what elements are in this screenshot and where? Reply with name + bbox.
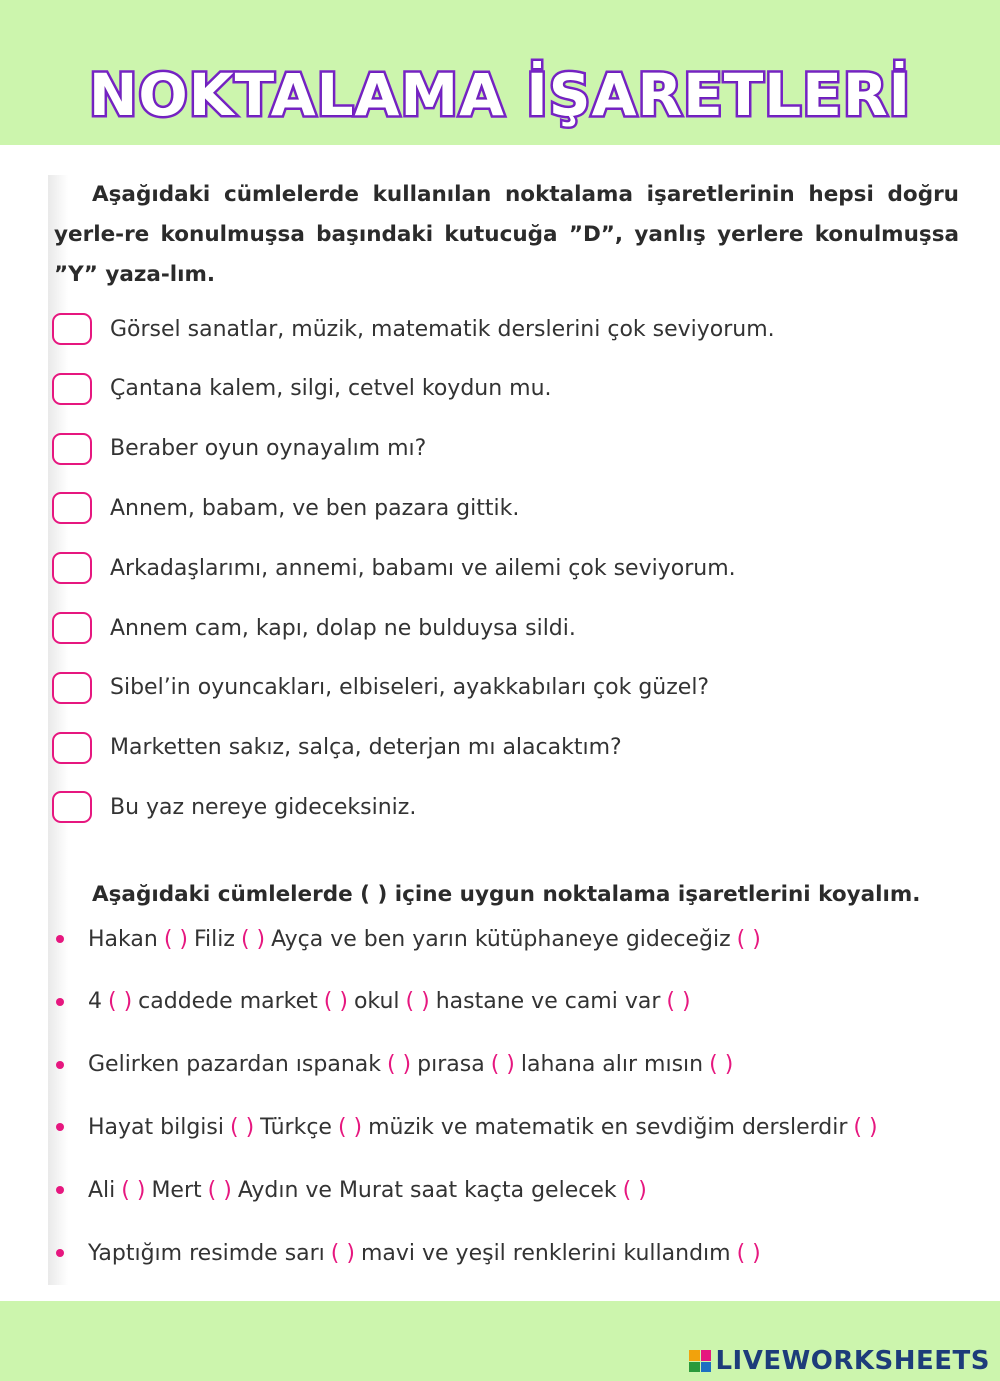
- true-false-item: [52, 787, 416, 827]
- punctuation-slot[interactable]: ( ): [240, 926, 266, 952]
- punctuation-slot[interactable]: ( ): [709, 1052, 734, 1078]
- punctuation-slot[interactable]: ( ): [490, 1052, 515, 1078]
- sentence-fragment: okul: [353, 989, 400, 1015]
- punctuation-item: [56, 1170, 653, 1210]
- sentence-fragment: müzik ve matematik en sevdiğim derslerdir: [368, 1114, 848, 1140]
- sentence-text: Marketten sakız, salça, deterjan mı alacaktım?: [110, 735, 622, 761]
- bullet-icon: [56, 1123, 64, 1131]
- punctuation-slot[interactable]: ( ): [323, 989, 348, 1015]
- punctuation-item: [56, 919, 767, 959]
- bullet-icon: [56, 1186, 64, 1194]
- punctuation-slot[interactable]: ( ): [386, 1052, 412, 1078]
- true-false-item: [52, 309, 775, 349]
- sentence-fragment: hastane ve cami var: [435, 989, 661, 1015]
- punctuation-item: [56, 1233, 767, 1273]
- sentence-fragment: Ali: [88, 1177, 116, 1203]
- sentence-fragment: mavi ve yeşil renklerini kullandım: [360, 1240, 731, 1266]
- sentence-fragment: Ayça ve ben yarın kütüphaneye gideceğiz: [271, 926, 731, 952]
- liveworksheets-icon: [689, 1350, 711, 1372]
- answer-box[interactable]: [52, 433, 92, 465]
- answer-box[interactable]: [52, 732, 92, 764]
- bullet-icon: [56, 998, 64, 1006]
- sentence-fragment: 4: [88, 989, 102, 1015]
- true-false-item: [52, 369, 552, 409]
- bullet-icon: [56, 935, 64, 943]
- punctuation-slot[interactable]: ( ): [163, 926, 188, 952]
- sentence-fragment: Hayat bilgisi: [88, 1114, 224, 1140]
- header-band: [0, 0, 1000, 145]
- punctuation-slot[interactable]: ( ): [736, 926, 761, 952]
- answer-box[interactable]: [52, 612, 92, 644]
- sentence-fragment: Aydın ve Murat saat kaçta gelecek: [237, 1177, 617, 1203]
- sentence-fragment: caddede market: [138, 989, 318, 1015]
- sentence-fragment: Hakan: [88, 926, 158, 952]
- punctuation-slot[interactable]: ( ): [230, 1114, 255, 1140]
- true-false-item: [52, 608, 576, 648]
- punctuation-slot[interactable]: ( ): [330, 1240, 355, 1266]
- sentence-text: Beraber oyun oynayalım mı?: [110, 436, 427, 462]
- brand-name: LIVEWORKSHEETS: [715, 1346, 990, 1376]
- punctuation-item: [56, 982, 697, 1022]
- answer-box[interactable]: [52, 552, 92, 584]
- punctuation-item: [56, 1045, 739, 1085]
- punctuation-slot[interactable]: ( ): [337, 1114, 363, 1140]
- answer-box[interactable]: [52, 492, 92, 524]
- sentence-text: Bu yaz nereye gideceksiniz.: [110, 794, 417, 820]
- sentence-fragment: pırasa: [417, 1052, 485, 1078]
- true-false-item: [52, 728, 622, 768]
- instruction-punctuation: Aşağıdaki cümlelerde ( ) içine uygun noktalama işaretlerini koyalım.: [92, 882, 921, 907]
- punctuation-slot[interactable]: ( ): [207, 1177, 232, 1203]
- sentence-fragment: Filiz: [193, 926, 235, 952]
- sentence-text: Annem, babam, ve ben pazara gittik.: [110, 495, 520, 521]
- true-false-item: [52, 668, 709, 708]
- sentence-fragment: Yaptığım resimde sarı: [88, 1240, 325, 1266]
- punctuation-item: [56, 1107, 884, 1147]
- punctuation-slot[interactable]: ( ): [121, 1177, 146, 1203]
- punctuation-slot[interactable]: ( ): [853, 1114, 878, 1140]
- true-false-item: [52, 429, 426, 469]
- answer-box[interactable]: [52, 373, 92, 405]
- true-false-item: [52, 548, 736, 588]
- page-title: NOKTALAMA İŞARETLERİ: [88, 61, 912, 129]
- answer-box[interactable]: [52, 313, 92, 345]
- sentence-text: Görsel sanatlar, müzik, matematik derslerini çok seviyorum.: [110, 316, 775, 342]
- worksheet: [0, 145, 1000, 1301]
- true-false-item: [52, 488, 519, 528]
- sentence-text: Annem cam, kapı, dolap ne bulduysa sildi.: [110, 615, 576, 641]
- sentence-text: Sibel’in oyuncakları, elbiseleri, ayakkabıları çok güzel?: [110, 675, 710, 701]
- answer-box[interactable]: [52, 791, 92, 823]
- answer-box[interactable]: [52, 672, 92, 704]
- punctuation-slot[interactable]: ( ): [108, 989, 133, 1015]
- sentence-fragment: lahana alır mısın: [520, 1052, 704, 1078]
- liveworksheets-logo: [689, 1343, 990, 1379]
- sentence-text: Çantana kalem, silgi, cetvel koydun mu.: [110, 376, 552, 402]
- punctuation-slot[interactable]: ( ): [666, 989, 691, 1015]
- punctuation-slot[interactable]: ( ): [622, 1177, 647, 1203]
- sentence-fragment: Türkçe: [260, 1114, 332, 1140]
- sentence-fragment: Gelirken pazardan ıspanak: [88, 1052, 381, 1078]
- punctuation-slot[interactable]: ( ): [405, 989, 430, 1015]
- sentence-fragment: Mert: [151, 1177, 202, 1203]
- instruction-true-false: Aşağıdaki cümlelerde kullanılan noktalama işaretlerinin hepsi doğru yerle-re konulmuşsa başındaki kutucuğa ”D”, yanlış yerlere konulmuşsa ”Y” yaza-lım.: [54, 182, 959, 287]
- punctuation-slot[interactable]: ( ): [736, 1240, 761, 1266]
- sentence-text: Arkadaşlarımı, annemi, babamı ve ailemi çok seviyorum.: [110, 555, 736, 581]
- bullet-icon: [56, 1061, 64, 1069]
- bullet-icon: [56, 1249, 64, 1257]
